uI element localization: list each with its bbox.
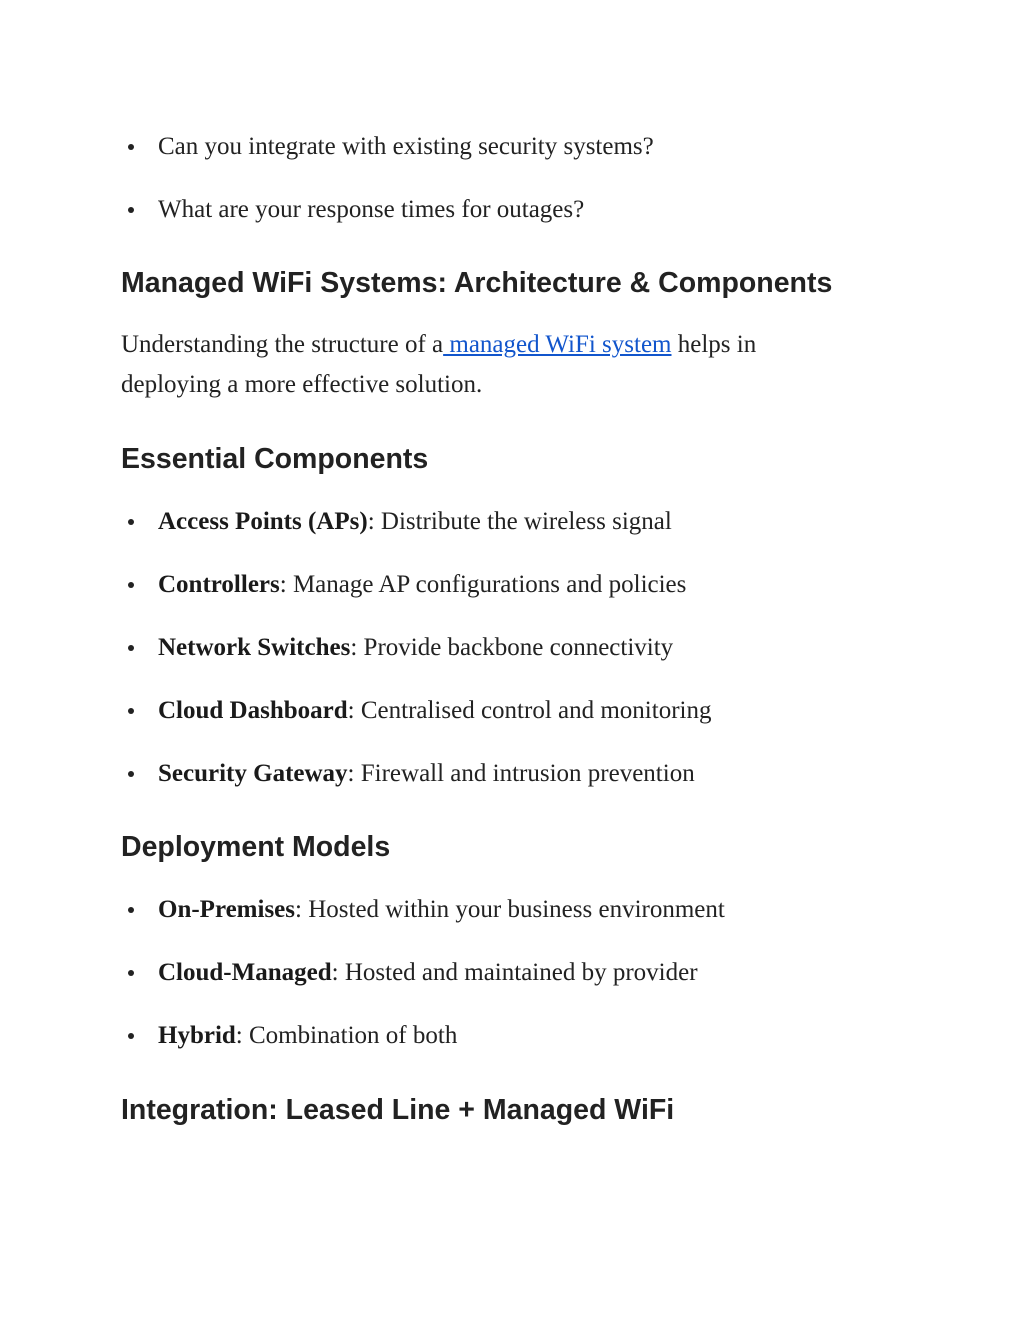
list-item — [158, 131, 654, 163]
list-item — [158, 632, 673, 664]
list-item-desc: : Hosted and maintained by provider — [331, 959, 698, 986]
list-item-desc: : Manage AP configurations and policies — [279, 571, 687, 598]
list-item-term: Access Points (APs) — [158, 508, 368, 535]
list-item-term: On-Premises — [158, 896, 296, 923]
section-heading-components: Essential Components — [121, 443, 429, 475]
list-item — [158, 695, 711, 727]
list-item — [158, 569, 686, 601]
bullet-icon — [128, 207, 134, 213]
bullet-icon — [128, 708, 134, 714]
list-item-desc: : Provide backbone connectivity — [350, 634, 674, 661]
managed-wifi-system-link[interactable]: managed WiFi system — [443, 331, 672, 358]
section-heading-integration: Integration: Leased Line + Managed WiFi — [121, 1094, 675, 1126]
list-item-desc: : Firewall and intrusion prevention — [347, 760, 695, 787]
bullet-icon — [128, 970, 134, 976]
bullet-icon — [128, 582, 134, 588]
list-item-desc: : Hosted within your business environment — [295, 896, 725, 923]
bullet-icon — [128, 771, 134, 777]
list-item-term: Controllers — [158, 571, 280, 598]
section-heading-architecture: Managed WiFi Systems: Architecture & Components — [121, 267, 833, 299]
list-item — [158, 957, 698, 989]
bullet-icon — [128, 907, 134, 913]
bullet-icon — [128, 519, 134, 525]
list-item-term: Cloud Dashboard — [158, 697, 348, 724]
bullet-icon — [128, 645, 134, 651]
list-item-term: Security Gateway — [158, 760, 348, 787]
list-item — [158, 506, 672, 538]
list-item — [158, 1020, 457, 1052]
list-item-term: Network Switches — [158, 634, 351, 661]
list-item — [158, 894, 725, 926]
bullet-icon — [128, 1033, 134, 1039]
list-item — [158, 758, 695, 790]
list-item-text: Can you integrate with existing security systems? — [158, 133, 654, 160]
list-item-desc: : Distribute the wireless signal — [367, 508, 672, 535]
list-item-term: Hybrid — [158, 1022, 236, 1049]
paragraph-text-before: Understanding the structure of a — [121, 331, 444, 358]
architecture-paragraph — [121, 325, 861, 405]
list-item-text: What are your response times for outages? — [158, 196, 585, 223]
list-item — [158, 194, 584, 226]
section-heading-deployment: Deployment Models — [121, 831, 391, 863]
paragraph-text-after: helps in deploying a more effective solution. — [121, 331, 757, 398]
list-item-desc: : Combination of both — [235, 1022, 458, 1049]
list-item-desc: : Centralised control and monitoring — [347, 697, 712, 724]
list-item-term: Cloud-Managed — [158, 959, 332, 986]
bullet-icon — [128, 144, 134, 150]
